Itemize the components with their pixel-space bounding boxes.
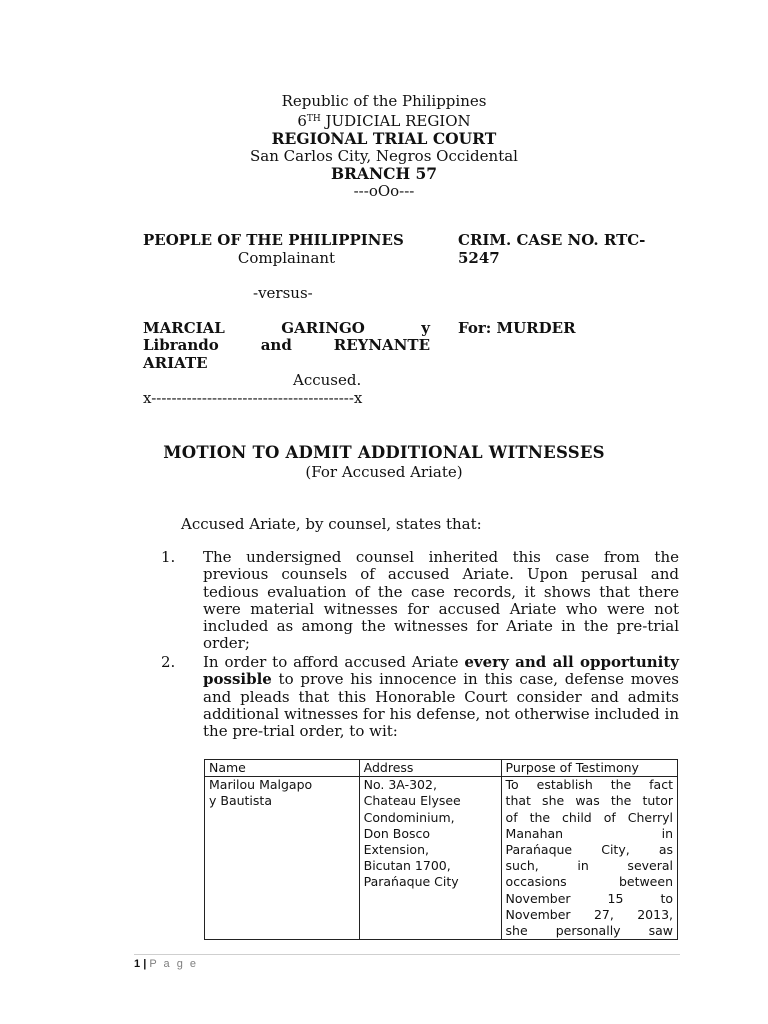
- accused-label: Accused.: [293, 371, 362, 389]
- complainant-label: Complainant: [237, 248, 336, 267]
- court-name: REGIONAL TRIAL COURT: [271, 129, 497, 148]
- witness-table: [204, 759, 678, 940]
- paragraph-1: [161, 549, 679, 653]
- ornament-line: ---oOo---: [353, 181, 415, 200]
- emphasis-text: every and all opportunity possible: [203, 653, 679, 689]
- table-row: [205, 777, 678, 940]
- offense-label: For: MURDER: [458, 319, 576, 337]
- accused-line-3: ARIATE: [143, 353, 208, 372]
- page-number: 1: [134, 958, 141, 970]
- intro-sentence: Accused Ariate, by counsel, states that:: [181, 515, 482, 533]
- complainant-name: PEOPLE OF THE PHILIPPINES: [143, 231, 404, 249]
- page-label: P a g e: [149, 958, 198, 970]
- motion-title: MOTION TO ADMIT ADDITIONAL WITNESSES: [163, 443, 605, 462]
- page-footer: [134, 958, 198, 970]
- versus-label: -versus-: [253, 284, 313, 302]
- accused-line-2: Librando and REYNANTE: [143, 336, 430, 354]
- column-header-name: Name: [205, 760, 360, 777]
- paragraph-number: 1.: [161, 548, 176, 566]
- paragraph-text: In order to afford accused Ariate every and all opportunity possible to prove his innocence in this case, defense moves and pleads that this Honorable Court consider and admits additional witnesses for his defense, not otherwise included in the pre-trial order, to wit:: [203, 653, 679, 741]
- region-line: 6TH JUDICIAL REGION: [297, 111, 471, 130]
- court-header: [0, 93, 768, 200]
- motion-subtitle: (For Accused Ariate): [305, 463, 463, 481]
- column-header-purpose: Purpose of Testimony: [501, 760, 677, 777]
- caption-separator: x----------------------------------------x: [143, 388, 363, 407]
- accused-line-1: MARCIAL GARINGO y: [143, 318, 430, 337]
- witness-name: Marilou Malgapo y Bautista: [205, 777, 360, 940]
- column-header-address: Address: [359, 760, 501, 777]
- court-location: San Carlos City, Negros Occidental: [250, 146, 518, 165]
- case-number: CRIM. CASE NO. RTC- 5247: [458, 231, 646, 267]
- paragraph-text: The undersigned counsel inherited this case from the previous counsels of accused Ariate. Upon perusal and tedious evaluation of the case records, it shows that there were material witnesses for accused Ariate who were not included as among the witnesses for Ariate in the pre-trial order;: [203, 548, 679, 653]
- paragraph-2: [161, 654, 679, 740]
- branch-line: BRANCH 57: [330, 164, 438, 183]
- caption-parties: [143, 232, 430, 407]
- republic-line: Republic of the Philippines: [281, 92, 487, 110]
- witness-purpose: To establish the fact that she was the tutor of the child of Cherryl Manahan in Parańaque City, as such, in several occasions between November 15 to November 27, 2013, she personally saw: [501, 777, 677, 940]
- paragraph-number: 2.: [161, 653, 176, 671]
- table-header-row: [205, 760, 678, 777]
- footer-separator: |: [143, 958, 147, 970]
- witness-address: No. 3A-302, Chateau Elysee Condominium, Don Bosco Extension, Bicutan 1700, Parańaque City: [359, 777, 501, 940]
- footer-divider: [134, 954, 680, 955]
